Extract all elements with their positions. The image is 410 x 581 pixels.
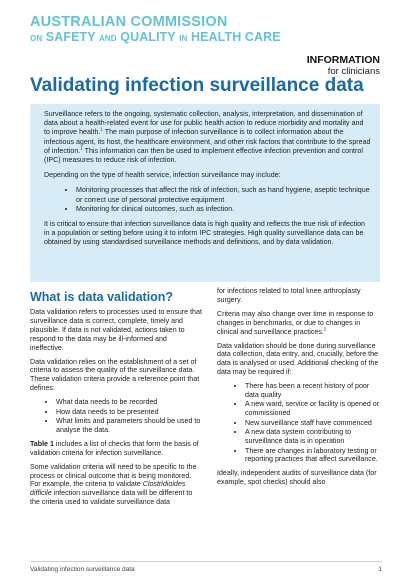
criteria-item: • How data needs to be presented [56,408,202,417]
intro-box [30,104,380,282]
criteria-item: • What limits and parameters should be used to analyse the data. [56,417,202,435]
left-text: includes a list of checks that form the basis of validation criteria for infection surveillance. [30,439,199,457]
check-item: • There has been a recent history of poor data quality [245,382,382,400]
check-item: • New surveillance staff have commenced [245,419,382,428]
logo-word: AND [99,34,117,43]
intro-text: This information can then be used to implement effective infection prevention and control (IPC) measures to reduce risk of infection. [44,146,363,165]
right-paragraph-4: Ideally, independent audits of surveillance data (for example, spot checks) should also [217,469,377,487]
reference-mark: 2 [323,326,327,332]
section-heading: What is data validation? [30,290,174,304]
left-column [30,290,202,512]
page-number: 1 [378,566,382,573]
footer-title: Validating infection surveillance data [30,566,135,573]
table-reference: Table 1 [30,439,54,448]
criteria-item: • What data needs to be recorded [56,398,202,407]
right-column [217,287,382,492]
intro-text: The main purpose of infection surveillance is to collect information about the infectious agent, its host, the healthcare environment, and other risk factors that contribute to the spread of infection. [44,128,371,155]
intro-bullet: • Monitoring processes that affect the risk of infection, such as hand hygiene, aseptic technique or correct use of personal protective equipment [76,186,371,204]
right-text: Criteria may also change over time in response to changes in benchmarks, or due to changes in clinical and surveillance practices. [217,309,374,336]
left-paragraph-4 [30,463,202,508]
logo-word: HEALTH CARE [190,30,281,44]
reference-mark: 1 [80,145,83,151]
left-paragraph-1: Data validation refers to processes used to ensure that surveillance data is correct, complete, timely and plausible. If data is not validated, actions taken to respond to the data may be ill-informed and ineffective. [30,308,202,352]
organism-name: Clostridioides difficile [30,480,186,498]
intro-paragraph-3: It is critical to ensure that infection surveillance data is high quality and reflects the true risk of infection in a population or setting before using it to inform IPC strategies. High quality surveillance data can be obtained by using standardised surveillance methods and definitions, and by data validation. [44,220,365,247]
right-paragraph-2 [217,310,382,337]
check-item: • There are changes in laboratory testing or reporting practices that affect surveillance. [245,447,382,465]
check-item: • A new data system contributing to surveillance data is in operation [245,428,382,446]
criteria-list [30,398,202,435]
intro-paragraph-2: Depending on the type of health service, infection surveillance may include: [44,171,281,180]
left-text: infection surveillance data will be different to the criteria used to validate surveillance data [30,489,193,507]
page-title: Validating infection surveillance data [30,75,364,96]
intro-paragraph-1 [44,110,371,165]
right-paragraph-1: for infections related to total knee arthroplasty surgery. [217,287,361,304]
logo-word: ON [30,34,43,43]
intro-bullet-list [44,186,371,214]
right-paragraph-3: Data validation should be done during surveillance data collection, data entry, and, crucially, before the data is analysed or used. Additional checking of the data may be required if: [217,341,379,377]
intro-text: Surveillance refers to the ongoing, systematic collection, analysis, interpretation, and dissemination of data about a health-related event for use for public health action to reduce morbidity and mortality and to improve health. [44,110,364,137]
left-paragraph-3 [30,440,202,458]
logo-line-1: AUSTRALIAN COMMISSION [30,14,228,30]
logo-word: IN [179,34,188,43]
information-heading: INFORMATION [306,54,380,66]
reference-mark: 1 [100,127,103,133]
left-paragraph-2: Data validation relies on the establishment of a set of criteria to assess the quality of the surveillance data. These validation criteria provide a reference point that defines: [30,357,200,393]
additional-check-list [217,382,382,464]
check-item: • A new ward, service or facility is opened or commissioned [245,400,382,418]
audience-label: for clinicians [327,66,380,77]
commission-logo [30,14,281,46]
left-text: Some validation criteria will need to be specific to the process or clinical outcome that is being monitored. For example, the criteria to validate [30,462,197,489]
logo-line-2 [30,30,281,46]
intro-bullet: • Monitoring for clinical outcomes, such as infection. [76,205,371,214]
logo-word: SAFETY [45,30,96,44]
footer-divider [30,561,382,562]
logo-word: QUALITY [120,30,176,44]
